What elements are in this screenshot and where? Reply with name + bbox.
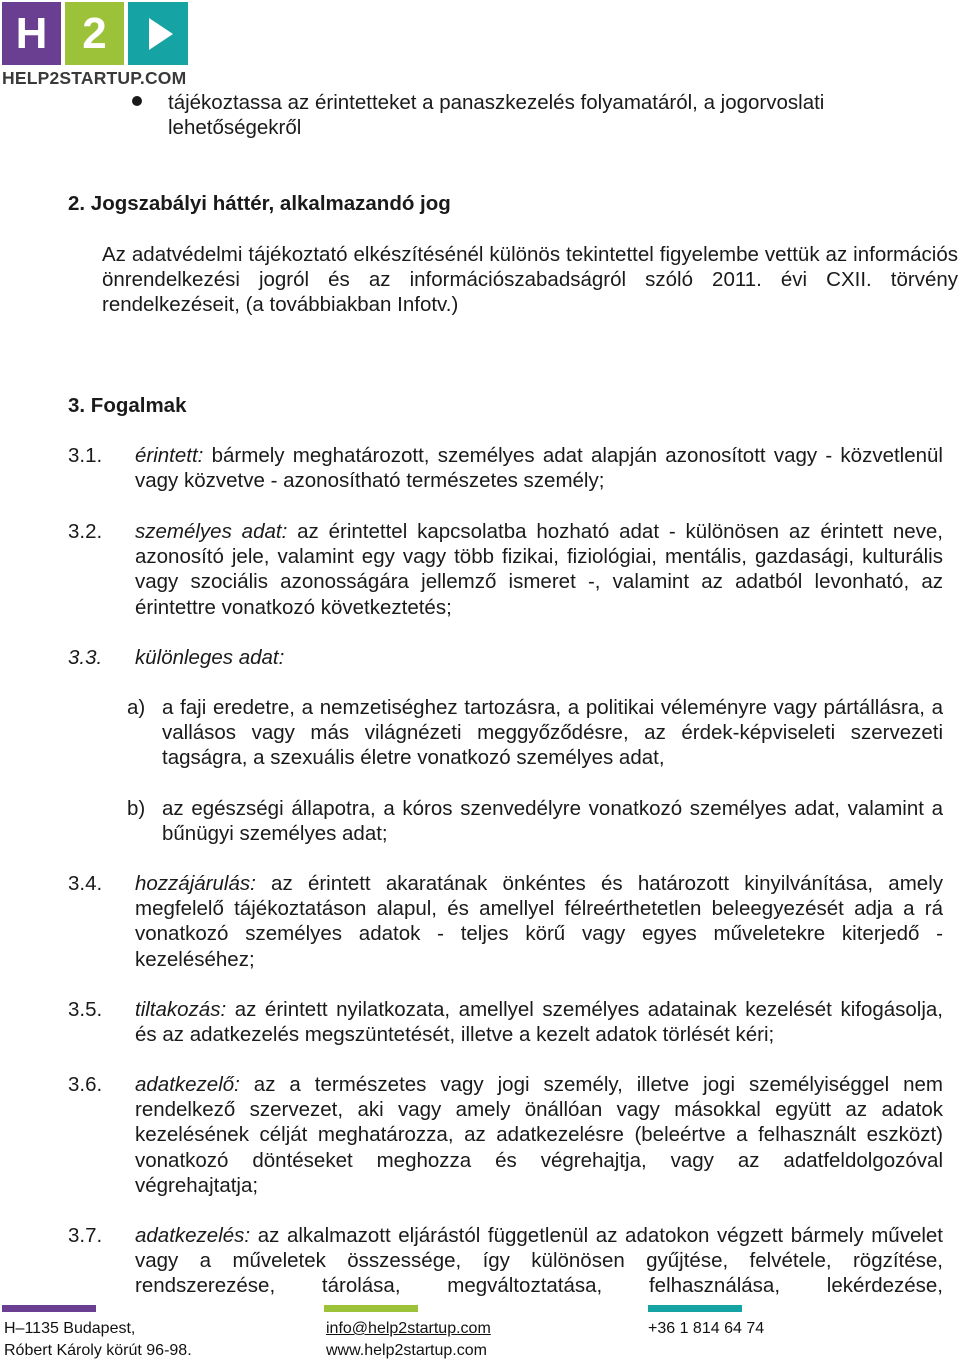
footer-email[interactable]: info@help2startup.com [326, 1320, 491, 1337]
sub-item-text: az egészségi állapotra, a kóros szenvedélyre vonatkozó személyes adat, valamint a bűnügyi személyes adat; [162, 797, 943, 846]
item-number: 3.1. [68, 444, 103, 467]
logo-url: HELP2STARTUP.COM [2, 68, 187, 88]
item-number: 3.3. [68, 646, 103, 669]
logo-2-block: 2 [65, 2, 124, 65]
definition-term: tiltakozás: [135, 998, 227, 1021]
item-number: 3.7. [68, 1224, 103, 1247]
sub-item-text: a faji eredetre, a nemzetiséghez tartozásra, a politikai véleményre vagy pártállásra, a vallásos vagy más világnézeti meggyőződésre, az érdek-képviseleti szervezeti tagságra, a szexuális életre vonatkozó személyes adat, [162, 696, 943, 770]
item-number: 3.2. [68, 520, 103, 543]
bullet-dot [132, 96, 142, 106]
definition-term: személyes adat: [135, 520, 288, 543]
definition-text: az a természetes vagy jogi személy, illetve jogi személyiséggel nem rendelkező szervezet, aki vagy amely önállóan vagy másokkal együtt az adatok kezelésének célját meghatározza, az adatkezelésre (beleértve a felhasznált eszközt) vonatkozó döntéseket meghozza és végrehajtja, vagy az adatfeldolgozóval végrehajtatja; [135, 1073, 943, 1197]
item-number: 3.4. [68, 872, 103, 895]
definition-term: különleges adat: [135, 646, 285, 669]
sub-item-label: a) [127, 696, 146, 719]
definition-item [135, 645, 943, 670]
logo-play-block [128, 2, 188, 65]
footer-email-link[interactable] [326, 1318, 491, 1340]
sub-item-label: b) [127, 797, 146, 820]
definition-item [135, 871, 943, 972]
definition-text: az érintett akaratának önkéntes és határozott kinyilvánítása, amely megfelelő tájékoztatáson alapul, és amellyel félreérthetetlen beleegyezését adja a rá vonatkozó személyes adatok - teljes körű vagy egyes műveletekre kiterjedő - kezeléséhez; [135, 872, 943, 971]
section-3-heading: 3. Fogalmak [68, 394, 187, 417]
item-number: 3.5. [68, 998, 103, 1021]
footer-website[interactable]: www.help2startup.com [326, 1342, 487, 1359]
definition-term: adatkezelés: [135, 1224, 251, 1247]
footer-phone: +36 1 814 64 74 [648, 1320, 765, 1337]
definition-item [135, 997, 943, 1047]
section-2-heading: 2. Jogszabályi háttér, alkalmazandó jog [68, 192, 451, 215]
definition-term: érintett: [135, 444, 204, 467]
definition-text: az érintettel kapcsolatba hozható adat - különösen az érintett neve, azonosító jele, valamint egy vagy több fizikai, fiziológiai, mentális, gazdasági, kulturális vagy szociális azonosságára jellemző ismeret -, valamint az adatból levonható, az érintettre vonatkozó következtetés; [135, 520, 944, 619]
logo-h-block: H [2, 2, 61, 65]
definition-item [135, 1072, 943, 1198]
definition-term: hozzájárulás: [135, 872, 256, 895]
footer-address-line2: Róbert Károly körút 96-98. [4, 1342, 192, 1359]
definition-text: az érintett nyilatkozata, amellyel személyes adatainak kezelését kifogásolja, és az adatkezelés megszüntetését, illetve a kezelt adatok törlését kéri; [135, 998, 943, 1047]
definition-item [135, 519, 943, 620]
item-number: 3.6. [68, 1073, 103, 1096]
footer-bar-teal [648, 1305, 742, 1312]
section-2-paragraph: Az adatvédelmi tájékoztató elkészítésénél különös tekintettel figyelembe vettük az információs önrendelkezési jogról és az információszabadságról szóló 2011. évi CXII. törvény rendelkezéseit, (a továbbiakban Infotv.) [102, 243, 958, 317]
definition-text: az alkalmazott eljárástól függetlenül az adatokon végzett bármely művelet vagy a műveletek összessége, így különösen gyűjtése, felvétele, rögzítése, rendszerezése, tárolása, megváltoztatása, felhasználása, lekérdezése, [135, 1224, 943, 1298]
help2startup-logo [2, 2, 188, 94]
definition-item [135, 1223, 943, 1299]
footer-address-line1: H–1135 Budapest, [4, 1320, 136, 1337]
footer-bar-green [324, 1305, 418, 1312]
definition-term: adatkezelő: [135, 1073, 240, 1096]
play-icon [149, 18, 173, 50]
definition-text: bármely meghatározott, személyes adat alapján azonosított vagy - közvetlenül vagy közvetve - azonosítható természetes személy; [135, 444, 943, 493]
bullet-item-text: tájékoztassa az érintetteket a panaszkezelés folyamatáról, a jogorvoslati lehetőségekről [168, 91, 825, 140]
footer-bar-purple [2, 1305, 96, 1312]
definition-item [135, 443, 943, 493]
